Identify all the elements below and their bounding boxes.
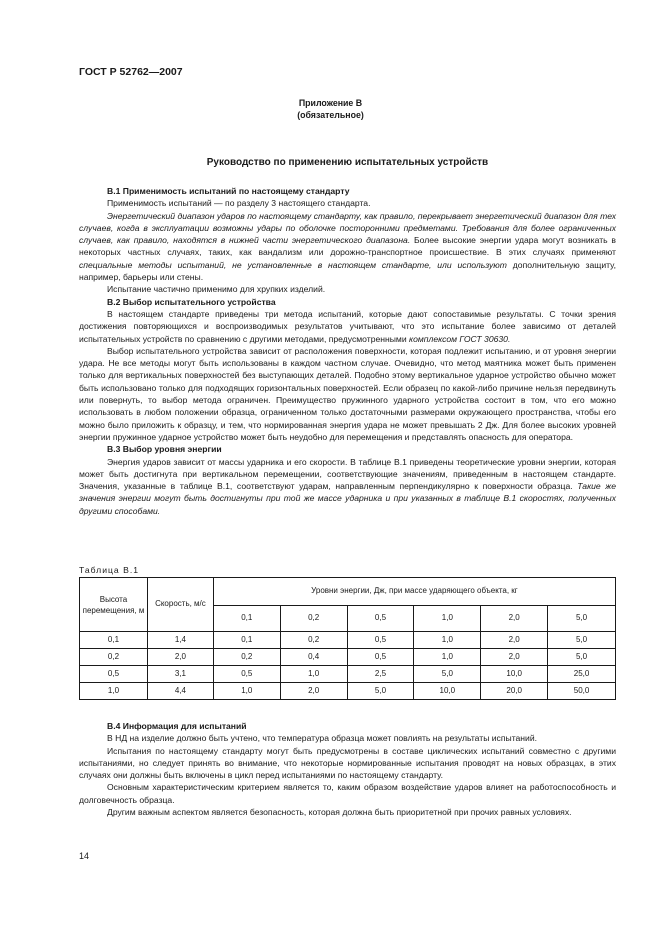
section-b4-p4: Другим важным аспектом является безопасность, которая должна быть приоритетной при прочих равных условиях.	[107, 807, 572, 818]
section-b2-p2: Выбор испытательного устройства зависит от расположения поверхности, которая подлежит испытанию, и от уровня энергии удара. Не все методы могут быть использованы в каждом частном случае. Очевидно, что метод маятника может быть применен только для вертикальных поверхностей без выступающих деталей. Подобно этому вертикальное ударное устройство обычно может быть использовано только для подходящих горизонтальных поверхностей. Если образец по какой-либо причине нельзя передвинуть или повернуть, то выбор метода ограничен. Преимущество пружинного ударного устройства состоит в том, что его можно использовать в любом положении образца, ограниченном только достаточными размерами окружающего пространства, чтобы его можно было приложить к образцу, и тем, что нормированная энергия удара не может превышать 2 Дж. Для более высоких уровней энергии пружинное ударное устройство может быть неудобно для перемещения и представлять опасность для оператора.	[79, 345, 616, 442]
table-cell: 2,0	[481, 649, 548, 666]
table-cell: 2,5	[347, 666, 414, 683]
section-b3-p1-a: Энергия ударов зависит от массы ударника и его скорости. В таблице В.1 приведены теоретические уровни энергии, которая может быть достигнута при вертикальном перемещении, соответствующие значениям, приведенным в настоящем стандарте. Значения, указанные в таблице В.1, соответствуют ударам, направленным перпендикулярно к поверхности образца.	[79, 456, 616, 492]
standard-code-header: ГОСТ Р 52762—2007	[79, 66, 183, 78]
table-cell: 0,5	[347, 649, 414, 666]
header-mass: 0,2	[280, 606, 347, 632]
table-cell: 0,5	[213, 666, 280, 683]
table-caption: Таблица В.1	[79, 565, 139, 575]
section-b2-p1-b: комплексом ГОСТ 30630.	[409, 333, 511, 344]
table-cell: 0,5	[80, 666, 148, 683]
header-height: Высота перемещения, м	[80, 578, 148, 632]
table-cell: 20,0	[481, 683, 548, 700]
section-b3-p1	[79, 456, 616, 517]
table-cell: 1,0	[414, 632, 481, 649]
appendix-name: Приложение В	[298, 98, 363, 108]
table-cell: 2,0	[280, 683, 347, 700]
section-b4	[79, 720, 616, 818]
header-mass: 5,0	[548, 606, 616, 632]
table-row	[80, 649, 616, 666]
table-row	[80, 683, 616, 700]
table-cell: 1,4	[147, 632, 213, 649]
table-cell: 0,4	[280, 649, 347, 666]
section-b1-p2	[79, 210, 616, 284]
table-cell: 50,0	[548, 683, 616, 700]
header-energy: Уровни энергии, Дж, при массе ударяющего объекта, кг	[213, 578, 615, 606]
table-cell: 5,0	[347, 683, 414, 700]
table-cell: 10,0	[481, 666, 548, 683]
table-cell: 5,0	[414, 666, 481, 683]
table-cell: 1,0	[280, 666, 347, 683]
table-row	[80, 666, 616, 683]
header-mass: 0,5	[347, 606, 414, 632]
section-b1-p2-a: Более высокие энергии удара могут возникать в некоторых частных случаях, таких, как вандализм или дорожно-транспортное происшествие. В этих случаях применяют	[79, 235, 616, 258]
section-b1-p3: Испытание частично применимо для хрупких изделий.	[107, 284, 326, 295]
section-b4-p3: Основным характеристическим критерием является то, каким образом воздействие ударов влияет на работоспособность и долговечность образца.	[79, 782, 616, 805]
table-cell: 0,1	[80, 632, 148, 649]
table-cell: 3,1	[147, 666, 213, 683]
appendix-kind: (обязательное)	[297, 110, 364, 120]
section-b1-p1: Применимость испытаний — по разделу 3 настоящего стандарта.	[107, 198, 371, 209]
section-b2-heading: В.2 Выбор испытательного устройства	[107, 296, 276, 307]
section-b2-p1	[79, 308, 616, 345]
table-cell: 1,0	[80, 683, 148, 700]
table-cell: 4,4	[147, 683, 213, 700]
energy-table	[79, 577, 616, 700]
section-b1-heading: В.1 Применимость испытаний по настоящему стандарту	[107, 186, 350, 196]
header-speed: Скорость, м/с	[147, 578, 213, 632]
section-b1-p2-c: дополнительную защиту, например, барьеры или стены.	[79, 259, 617, 283]
section-b2-p1-a: В настоящем стандарте приведены три метода испытаний, которые дают сопоставимые результаты. С точки зрения достижения повторяющихся и воспроизводимых результатов учитывают, что это испытание более зависимо от деталей испытательных устройств по сравнению с другими методами, предусмотренными	[79, 308, 616, 344]
table-cell: 25,0	[548, 666, 616, 683]
table-cell: 1,0	[213, 683, 280, 700]
section-b3-p1-b: Такие же значения энергии могут быть достигнуты при той же массе ударника и при указанных в таблице В.1 скоростях, полученных другими способами.	[79, 481, 616, 516]
sections-b1-b3	[79, 185, 616, 517]
section-b1-p2-italic: Энергетический диапазон ударов по настоящему стандарту, как правило, перекрывает энергетический диапазон для тех случаев, когда в эксплуатации возможны удары по оболочке посторонними предметами. Требования для более ограниченных случаев, как правило, находятся в нижней части энергетического диапазона.	[79, 210, 616, 246]
section-b3-heading: В.3 Выбор уровня энергии	[107, 444, 222, 455]
header-mass: 1,0	[414, 606, 481, 632]
table-cell: 0,2	[280, 632, 347, 649]
page-number: 14	[79, 851, 90, 861]
table-cell: 1,0	[414, 649, 481, 666]
section-b4-p1: В НД на изделие должно быть учтено, что температура образца может повлиять на результаты испытаний.	[107, 733, 538, 744]
table-cell: 5,0	[548, 649, 616, 666]
appendix-title: Руководство по применению испытательных устройств	[206, 157, 489, 168]
table-cell: 0,5	[347, 632, 414, 649]
table-cell: 0,1	[213, 632, 280, 649]
table-cell: 0,2	[80, 649, 148, 666]
section-b1-p2-b: специальные методы испытаний, не установленные в настоящем стандарте, или используют	[79, 259, 507, 270]
table-cell: 2,0	[481, 632, 548, 649]
section-b4-p2: Испытания по настоящему стандарту могут быть предусмотрены в составе циклических испытаний совместно с другими испытаниями, но следует принять во внимание, что некоторые нормированные испытания проводят на новых образцах, в этих случаях они должны быть включены в цикл перед испытаниями по настоящему стандарту.	[79, 745, 616, 781]
table-cell: 0,2	[213, 649, 280, 666]
table-cell: 5,0	[548, 632, 616, 649]
header-mass: 0,1	[213, 606, 280, 632]
table-cell: 2,0	[147, 649, 213, 666]
section-b4-heading: В.4 Информация для испытаний	[107, 721, 247, 731]
table-row	[80, 632, 616, 649]
table-cell: 10,0	[414, 683, 481, 700]
header-mass: 2,0	[481, 606, 548, 632]
